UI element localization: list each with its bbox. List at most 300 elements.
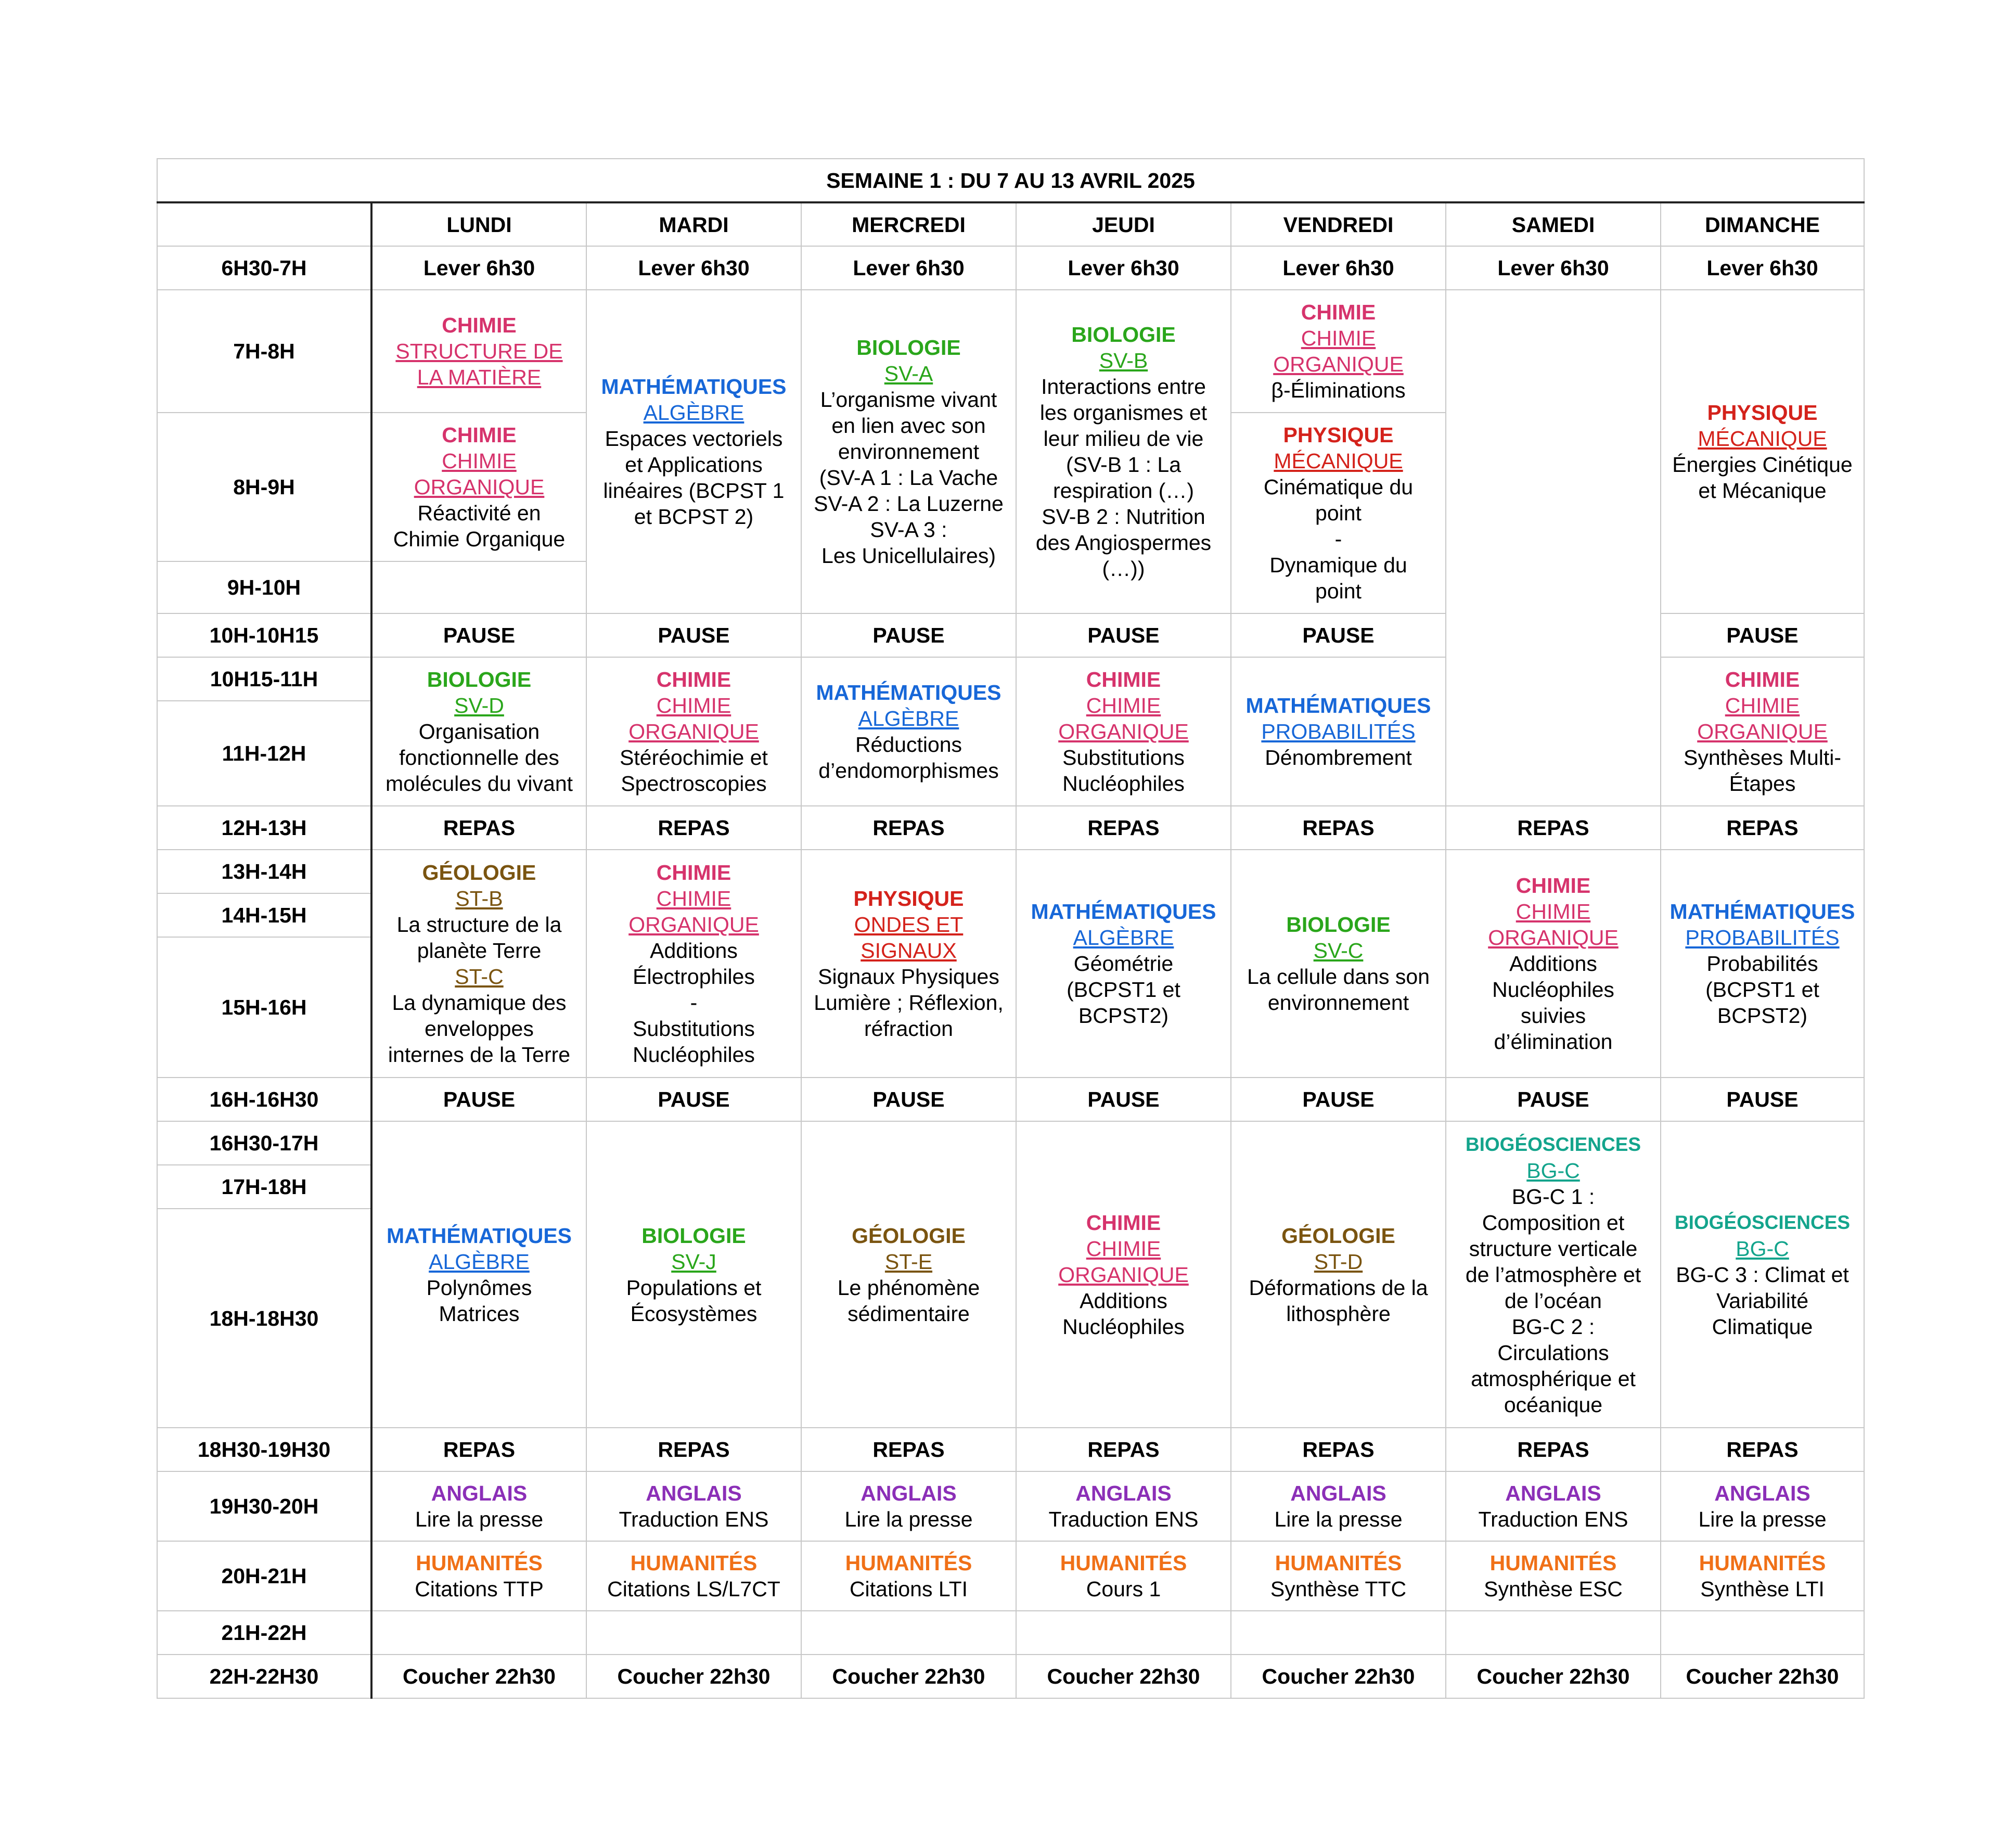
mathematiques-subject: MATHÉMATIQUES	[1245, 694, 1431, 717]
course-cell	[1446, 1121, 1661, 1428]
time-slot-label: 10H-10H15	[157, 613, 371, 657]
course-unit-link: PROBABILITÉS	[1261, 720, 1416, 743]
course-cell	[801, 1541, 1016, 1611]
course-unit-link: CHIMIE	[1725, 694, 1800, 717]
time-slot-label: 19H30-20H	[157, 1471, 371, 1541]
course-cell	[1661, 1121, 1864, 1428]
bedtime-cell: Coucher 22h30	[586, 1655, 801, 1698]
course-description: β-Éliminations	[1271, 378, 1406, 402]
course-description: d’endomorphismes	[818, 759, 999, 783]
course-unit-link: BG-C	[1526, 1158, 1580, 1183]
course-description: (BCPST1 et	[1067, 978, 1180, 1002]
course-cell	[371, 290, 586, 413]
course-description: Nucléophiles	[1062, 772, 1185, 796]
anglais-subject: ANGLAIS	[646, 1481, 742, 1505]
geologie-subject: GÉOLOGIE	[852, 1223, 966, 1248]
course-description: Réductions	[855, 733, 962, 757]
course-unit-link: ORGANIQUE	[1273, 352, 1404, 376]
break-cell: PAUSE	[1231, 613, 1446, 657]
mathematiques-subject: MATHÉMATIQUES	[601, 375, 787, 399]
course-description: Lire la presse	[415, 1507, 544, 1531]
course-cell	[586, 1471, 801, 1541]
course-description: environnement	[1267, 991, 1409, 1015]
course-description: Étapes	[1729, 772, 1796, 796]
course-description: BG-C 1 :	[1511, 1184, 1595, 1209]
course-unit-link: MÉCANIQUE	[1274, 449, 1403, 473]
course-description: Populations et	[626, 1275, 762, 1300]
meal-cell: REPAS	[1446, 806, 1661, 850]
course-cell	[1231, 290, 1446, 413]
course-unit-link: ALGÈBRE	[643, 401, 744, 425]
weekly-schedule-table	[157, 158, 1865, 1699]
schedule-row	[157, 159, 1864, 202]
humanites-subject: HUMANITÉS	[1275, 1551, 1402, 1575]
bedtime-cell: Coucher 22h30	[1446, 1655, 1661, 1698]
bedtime-cell: Coucher 22h30	[1016, 1655, 1231, 1698]
course-unit-link: CHIMIE	[1301, 326, 1376, 350]
course-cell	[1446, 1541, 1661, 1611]
break-cell: PAUSE	[801, 1078, 1016, 1121]
schedule-row	[157, 202, 1864, 246]
course-description: Variabilité	[1716, 1288, 1808, 1313]
empty-cell	[586, 1611, 801, 1655]
course-cell	[1661, 850, 1864, 1078]
course-cell	[586, 290, 801, 613]
wake-up-cell: Lever 6h30	[586, 246, 801, 290]
empty-cell	[371, 561, 586, 613]
course-description: Lire la presse	[1274, 1507, 1403, 1531]
course-description: Lumière ; Réflexion,	[814, 991, 1004, 1015]
bedtime-cell: Coucher 22h30	[1231, 1655, 1446, 1698]
biogeosciences-subject: BIOGÉOSCIENCES	[1674, 1211, 1851, 1233]
meal-cell: REPAS	[801, 1428, 1016, 1471]
course-description: (…))	[1102, 557, 1145, 581]
course-description: sédimentaire	[848, 1301, 970, 1326]
course-cell	[1231, 1471, 1446, 1541]
biologie-subject: BIOLOGIE	[856, 336, 961, 360]
course-description: Additions	[1080, 1288, 1167, 1313]
break-cell: PAUSE	[1661, 613, 1864, 657]
course-cell	[586, 1541, 801, 1611]
biologie-subject: BIOLOGIE	[1286, 913, 1391, 937]
course-description: SV-A 2 : La Luzerne	[814, 492, 1004, 516]
course-unit-link: ST-D	[1314, 1249, 1363, 1274]
course-description: BCPST2)	[1078, 1004, 1169, 1028]
humanites-subject: HUMANITÉS	[1699, 1551, 1826, 1575]
course-unit-link: ALGÈBRE	[1073, 926, 1174, 950]
empty-cell	[1661, 1611, 1864, 1655]
course-description: Traduction ENS	[1048, 1507, 1199, 1531]
day-header-mardi: MARDI	[586, 202, 801, 246]
course-cell	[1016, 1471, 1231, 1541]
day-header-vendredi: VENDREDI	[1231, 202, 1446, 246]
meal-cell: REPAS	[1016, 806, 1231, 850]
course-description: Lire la presse	[844, 1507, 973, 1531]
mathematiques-subject: MATHÉMATIQUES	[1670, 900, 1855, 924]
course-description: Composition et	[1482, 1210, 1625, 1235]
course-description: d’élimination	[1494, 1030, 1613, 1054]
course-cell	[586, 657, 801, 806]
wake-up-cell: Lever 6h30	[1016, 246, 1231, 290]
course-description: Polynômes	[426, 1275, 532, 1300]
course-description: BG-C 2 :	[1511, 1314, 1595, 1339]
course-description: Substitutions	[633, 1017, 755, 1041]
time-slot-label: 14H-15H	[157, 893, 371, 937]
schedule-row	[157, 290, 1864, 413]
course-cell	[1446, 1471, 1661, 1541]
course-cell	[1016, 850, 1231, 1078]
anglais-subject: ANGLAIS	[1290, 1481, 1386, 1505]
course-description: fonctionnelle des	[399, 746, 559, 770]
course-description: Cinématique du	[1263, 475, 1414, 499]
course-description: Signaux Physiques	[818, 965, 999, 989]
course-unit-link: CHIMIE	[1516, 900, 1591, 924]
course-unit-link: PROBABILITÉS	[1685, 926, 1840, 950]
day-header-mercredi: MERCREDI	[801, 202, 1016, 246]
chimie-subject: CHIMIE	[1086, 668, 1161, 691]
time-slot-label: 10H15-11H	[157, 657, 371, 701]
meal-cell: REPAS	[371, 806, 586, 850]
anglais-subject: ANGLAIS	[1075, 1481, 1172, 1505]
course-description: Chimie Organique	[393, 527, 566, 551]
course-description: Matrices	[439, 1301, 520, 1326]
course-description: Le phénomène	[837, 1275, 980, 1300]
course-description: Citations LTI	[849, 1577, 968, 1601]
course-cell	[1016, 1541, 1231, 1611]
meal-cell: REPAS	[586, 1428, 801, 1471]
course-description: L’organisme vivant	[820, 388, 997, 412]
course-description: Électrophiles	[633, 965, 755, 989]
course-cell	[1231, 1121, 1446, 1428]
course-unit-link: CHIMIE	[442, 449, 517, 473]
bedtime-cell: Coucher 22h30	[1661, 1655, 1864, 1698]
course-description: La cellule dans son	[1247, 965, 1430, 989]
course-cell	[1661, 1471, 1864, 1541]
course-unit-link: ST-C	[455, 965, 504, 989]
chimie-subject: CHIMIE	[1301, 300, 1376, 324]
course-unit-link: LA MATIÈRE	[417, 365, 542, 389]
course-description: SV-A 3 :	[870, 518, 947, 542]
course-description: -	[1334, 527, 1342, 551]
course-description: Nucléophiles	[1492, 978, 1614, 1002]
course-description: Lire la presse	[1698, 1507, 1827, 1531]
schedule-row	[157, 246, 1864, 290]
course-unit-link: ORGANIQUE	[1058, 1262, 1189, 1287]
course-cell	[371, 1121, 586, 1428]
course-description: respiration (…)	[1052, 479, 1195, 503]
course-cell	[801, 657, 1016, 806]
schedule-row	[157, 1121, 1864, 1165]
time-slot-label: 12H-13H	[157, 806, 371, 850]
course-description: Traduction ENS	[1478, 1507, 1628, 1531]
course-unit-link: BG-C	[1736, 1236, 1789, 1261]
course-unit-link: ONDES ET	[854, 913, 964, 937]
course-description: et Mécanique	[1698, 479, 1827, 503]
empty-cell	[1016, 1611, 1231, 1655]
course-description: les organismes et	[1039, 401, 1208, 425]
course-description: Probabilités	[1706, 952, 1818, 976]
course-description: en lien avec son	[831, 414, 986, 438]
course-unit-link: ORGANIQUE	[1488, 926, 1619, 950]
course-description: de l’atmosphère et	[1465, 1262, 1641, 1287]
course-cell	[801, 290, 1016, 613]
course-description: -	[690, 991, 698, 1015]
course-description: molécules du vivant	[385, 772, 573, 796]
course-description: Écosystèmes	[630, 1301, 757, 1326]
anglais-subject: ANGLAIS	[431, 1481, 528, 1505]
course-description: Dénombrement	[1265, 746, 1412, 770]
course-cell	[1016, 1121, 1231, 1428]
course-unit-link: CHIMIE	[1086, 1236, 1161, 1261]
course-description: (BCPST1 et	[1705, 978, 1819, 1002]
anglais-subject: ANGLAIS	[1714, 1481, 1810, 1505]
time-slot-label: 20H-21H	[157, 1541, 371, 1611]
course-cell	[1231, 1541, 1446, 1611]
time-slot-label: 11H-12H	[157, 701, 371, 806]
course-cell	[371, 1541, 586, 1611]
meal-cell: REPAS	[586, 806, 801, 850]
course-cell	[586, 850, 801, 1078]
humanites-subject: HUMANITÉS	[1489, 1551, 1617, 1575]
course-description: Circulations	[1497, 1340, 1609, 1365]
course-description: de l’océan	[1505, 1288, 1602, 1313]
course-cell	[1661, 1541, 1864, 1611]
mathematiques-subject: MATHÉMATIQUES	[1031, 900, 1216, 924]
break-cell: PAUSE	[586, 1078, 801, 1121]
biologie-subject: BIOLOGIE	[641, 1223, 746, 1248]
chimie-subject: CHIMIE	[1086, 1210, 1161, 1235]
course-description: Nucléophiles	[633, 1043, 755, 1067]
course-description: BCPST2)	[1717, 1004, 1808, 1028]
corner-cell	[157, 202, 371, 246]
course-unit-link: CHIMIE	[656, 694, 731, 717]
course-description: environnement	[838, 440, 980, 464]
mathematiques-subject: MATHÉMATIQUES	[386, 1223, 572, 1248]
wake-up-cell: Lever 6h30	[1661, 246, 1864, 290]
course-cell	[801, 850, 1016, 1078]
schedule-row	[157, 1078, 1864, 1121]
course-description: planète Terre	[417, 939, 542, 963]
course-description: des Angiospermes	[1035, 531, 1212, 555]
course-unit-link: ALGÈBRE	[858, 707, 959, 730]
course-description: (SV-A 1 : La Vache	[819, 466, 998, 490]
bedtime-cell: Coucher 22h30	[371, 1655, 586, 1698]
course-cell	[1231, 850, 1446, 1078]
geologie-subject: GÉOLOGIE	[422, 861, 536, 884]
course-description: linéaires (BCPST 1	[603, 479, 785, 503]
time-slot-label: 13H-14H	[157, 850, 371, 893]
wake-up-cell: Lever 6h30	[801, 246, 1016, 290]
course-description: suivies	[1520, 1004, 1586, 1028]
course-cell	[586, 1121, 801, 1428]
course-description: leur milieu de vie	[1043, 427, 1204, 451]
day-header-jeudi: JEUDI	[1016, 202, 1231, 246]
course-description: point	[1315, 579, 1362, 603]
course-description: lithosphère	[1286, 1301, 1391, 1326]
course-unit-link: ORGANIQUE	[628, 913, 759, 937]
course-description: Climatique	[1712, 1314, 1813, 1339]
course-cell	[371, 1471, 586, 1541]
course-cell	[1661, 290, 1864, 613]
course-description: Citations LS/L7CT	[607, 1577, 780, 1601]
chimie-subject: CHIMIE	[442, 423, 517, 447]
course-unit-link: SV-B	[1099, 349, 1148, 373]
empty-cell	[1231, 1611, 1446, 1655]
break-cell: PAUSE	[1446, 1078, 1661, 1121]
course-description: réfraction	[864, 1017, 953, 1041]
course-description: Synthèse TTC	[1270, 1577, 1407, 1601]
course-description: Nucléophiles	[1062, 1314, 1185, 1339]
course-cell	[1661, 657, 1864, 806]
course-description: BG-C 3 : Climat et	[1676, 1262, 1849, 1287]
course-description: océanique	[1504, 1392, 1603, 1417]
course-cell	[801, 1121, 1016, 1428]
course-description: atmosphérique et	[1471, 1366, 1636, 1391]
break-cell: PAUSE	[801, 613, 1016, 657]
course-description: Stéréochimie et	[620, 746, 768, 770]
break-cell: PAUSE	[586, 613, 801, 657]
course-unit-link: ST-B	[455, 887, 503, 911]
biologie-subject: BIOLOGIE	[1071, 323, 1176, 347]
meal-cell: REPAS	[1661, 1428, 1864, 1471]
course-description: point	[1315, 501, 1362, 525]
course-cell	[371, 413, 586, 561]
geologie-subject: GÉOLOGIE	[1281, 1223, 1395, 1248]
course-description: SV-B 2 : Nutrition	[1042, 505, 1205, 529]
schedule-row	[157, 850, 1864, 893]
day-header-lundi: LUNDI	[371, 202, 586, 246]
empty-cell	[1446, 1611, 1661, 1655]
course-description: (SV-B 1 : La	[1065, 453, 1182, 477]
course-cell	[1231, 657, 1446, 806]
course-unit-link: ORGANIQUE	[1058, 720, 1189, 743]
course-description: Synthèse LTI	[1700, 1577, 1825, 1601]
course-description: Spectroscopies	[621, 772, 767, 796]
chimie-subject: CHIMIE	[1516, 874, 1591, 898]
bedtime-cell: Coucher 22h30	[801, 1655, 1016, 1698]
course-cell	[1016, 657, 1231, 806]
meal-cell: REPAS	[1661, 806, 1864, 850]
anglais-subject: ANGLAIS	[861, 1481, 957, 1505]
time-slot-label: 15H-16H	[157, 937, 371, 1078]
course-cell	[1231, 413, 1446, 613]
course-description: Réactivité en	[417, 501, 541, 525]
meal-cell: REPAS	[1446, 1428, 1661, 1471]
course-description: et Applications	[625, 453, 763, 477]
day-header-samedi: SAMEDI	[1446, 202, 1661, 246]
wake-up-cell: Lever 6h30	[1446, 246, 1661, 290]
course-description: Dynamique du	[1269, 553, 1407, 577]
chimie-subject: CHIMIE	[442, 313, 517, 337]
break-cell: PAUSE	[1231, 1078, 1446, 1121]
chimie-subject: CHIMIE	[1725, 668, 1800, 691]
empty-cell	[1446, 290, 1661, 806]
course-cell	[371, 850, 586, 1078]
chimie-subject: CHIMIE	[656, 668, 731, 691]
meal-cell: REPAS	[1016, 1428, 1231, 1471]
mathematiques-subject: MATHÉMATIQUES	[816, 681, 1001, 704]
schedule-row	[157, 1541, 1864, 1611]
wake-up-cell: Lever 6h30	[1231, 246, 1446, 290]
meal-cell: REPAS	[801, 806, 1016, 850]
meal-cell: REPAS	[1231, 1428, 1446, 1471]
break-cell: PAUSE	[1016, 1078, 1231, 1121]
course-unit-link: SV-A	[884, 362, 933, 386]
course-unit-link: ORGANIQUE	[628, 720, 759, 743]
break-cell: PAUSE	[371, 1078, 586, 1121]
course-description: Les Unicellulaires)	[821, 544, 996, 568]
time-slot-label: 18H-18H30	[157, 1209, 371, 1428]
humanites-subject: HUMANITÉS	[416, 1551, 543, 1575]
course-unit-link: SV-J	[671, 1249, 716, 1274]
time-slot-label: 16H30-17H	[157, 1121, 371, 1165]
empty-cell	[371, 1611, 586, 1655]
course-unit-link: ALGÈBRE	[429, 1249, 530, 1274]
course-description: Cours 1	[1086, 1577, 1161, 1601]
time-slot-label: 21H-22H	[157, 1611, 371, 1655]
course-description: Synthèses Multi-	[1683, 746, 1842, 770]
wake-up-cell: Lever 6h30	[371, 246, 586, 290]
course-cell	[1446, 850, 1661, 1078]
time-slot-label: 16H-16H30	[157, 1078, 371, 1121]
course-unit-link: SIGNAUX	[861, 939, 957, 963]
course-description: Traduction ENS	[619, 1507, 769, 1531]
chimie-subject: CHIMIE	[656, 861, 731, 884]
course-unit-link: STRUCTURE DE	[395, 339, 563, 363]
physique-subject: PHYSIQUE	[853, 887, 964, 911]
meal-cell: REPAS	[1231, 806, 1446, 850]
anglais-subject: ANGLAIS	[1505, 1481, 1601, 1505]
course-description: Citations TTP	[415, 1577, 544, 1601]
schedule-row	[157, 806, 1864, 850]
course-description: Additions	[1509, 952, 1597, 976]
course-description: Substitutions	[1062, 746, 1185, 770]
break-cell: PAUSE	[1016, 613, 1231, 657]
time-slot-label: 22H-22H30	[157, 1655, 371, 1698]
time-slot-label: 7H-8H	[157, 290, 371, 413]
course-cell	[371, 657, 586, 806]
course-cell	[1016, 290, 1231, 613]
humanites-subject: HUMANITÉS	[630, 1551, 757, 1575]
course-unit-link: CHIMIE	[656, 887, 731, 911]
course-description: Énergies Cinétique	[1672, 453, 1853, 477]
course-unit-link: CHIMIE	[1086, 694, 1161, 717]
day-header-dimanche: DIMANCHE	[1661, 202, 1864, 246]
schedule-row	[157, 1471, 1864, 1541]
schedule-row	[157, 1611, 1864, 1655]
course-unit-link: MÉCANIQUE	[1698, 427, 1827, 451]
empty-cell	[801, 1611, 1016, 1655]
course-description: enveloppes	[425, 1017, 534, 1041]
course-description: internes de la Terre	[388, 1043, 571, 1067]
course-unit-link: ORGANIQUE	[1697, 720, 1828, 743]
break-cell: PAUSE	[371, 613, 586, 657]
schedule-title: SEMAINE 1 : DU 7 AU 13 AVRIL 2025	[157, 159, 1864, 202]
course-description: et BCPST 2)	[634, 505, 754, 529]
course-description: Organisation	[418, 720, 540, 743]
course-description: structure verticale	[1469, 1236, 1638, 1261]
course-unit-link: SV-C	[1313, 939, 1364, 963]
humanites-subject: HUMANITÉS	[1060, 1551, 1187, 1575]
time-slot-label: 9H-10H	[157, 561, 371, 613]
time-slot-label: 6H30-7H	[157, 246, 371, 290]
schedule-row	[157, 1655, 1864, 1698]
meal-cell: REPAS	[371, 1428, 586, 1471]
physique-subject: PHYSIQUE	[1707, 401, 1818, 425]
course-description: Synthèse ESC	[1484, 1577, 1623, 1601]
biologie-subject: BIOLOGIE	[427, 668, 532, 691]
course-description: La structure de la	[396, 913, 562, 937]
